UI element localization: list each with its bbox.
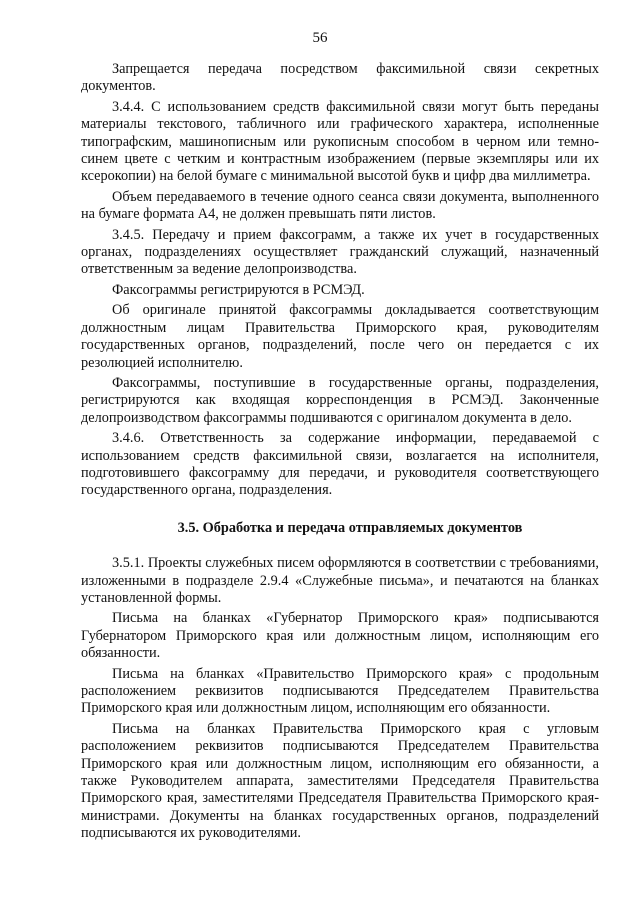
paragraph: 3.4.4. С использованием средств факсимильной связи могут быть переданы материалы текстового, табличного или графического характера, исполненные типографским, машинописным или рукописным способом в черном или темно-синем цвете с четким и контрастным изображением (первые экземпляры или их ксерокопии) на белой бумаге с минимальной высотой букв и цифр два миллиметра. — [81, 98, 599, 185]
paragraph: Запрещается передача посредством факсимильной связи секретных документов. — [81, 61, 599, 95]
paragraph: Факсограммы регистрируются в РСМЭД. — [112, 281, 365, 298]
paragraph: Письма на бланках Правительства Приморского края с угловым расположением реквизитов подписываются Председателем Правительства Приморского края или должностным лицом, исполняющим его обязанности, а также Руководителем аппарата, заместителями Председателя Правительства Приморского края, заместителями Председателя Правительства Приморского края-министрами. Документы на бланках государственных органов, подразделений подписываются их руководителями. — [81, 720, 599, 842]
paragraph: 3.4.5. Передачу и прием факсограмм, а также их учет в государственных органах, подразделениях осуществляет гражданский служащий, назначенный ответственным за ведение делопроизводства. — [81, 226, 599, 278]
page-number: 56 — [312, 30, 328, 46]
section-heading: 3.5. Обработка и передача отправляемых документов — [177, 519, 523, 536]
paragraph: 3.5.1. Проекты служебных писем оформляются в соответствии с требованиями, изложенными в подразделе 2.9.4 «Служебные письма», и печатаются на бланках установленной формы. — [81, 555, 599, 606]
paragraph: Письма на бланках «Правительство Приморского края» с продольным расположением реквизитов подписываются Председателем Правительства Приморского края или должностным лицом, исполняющим его обязанности. — [81, 665, 599, 717]
paragraph: Факсограммы, поступившие в государственные органы, подразделения, регистрируются как входящая корреспонденция в РСМЭД. Законченные делопроизводством факсограммы подшиваются с оригиналом документа в дело. — [81, 374, 599, 426]
document-body — [81, 61, 599, 846]
paragraph: Письма на бланках «Губернатор Приморского края» подписываются Губернатором Приморского края или должностным лицом, исполняющим его обязанности. — [81, 610, 599, 662]
paragraph: 3.4.6. Ответственность за содержание информации, передаваемой с использованием средств факсимильной связи, возлагается на исполнителя, подготовившего факсограмму для передачи, и руководителя соответствующего государственного органа, подразделения. — [81, 430, 599, 499]
paragraph: Об оригинале принятой факсограммы докладывается соответствующим должностным лицам Правительства Приморского края, руководителям государственных органов, подразделений, после чего он передается с их резолюцией исполнителю. — [81, 302, 599, 371]
paragraph: Объем передаваемого в течение одного сеанса связи документа, выполненного на бумаге формата А4, не должен превышать пяти листов. — [81, 188, 599, 223]
